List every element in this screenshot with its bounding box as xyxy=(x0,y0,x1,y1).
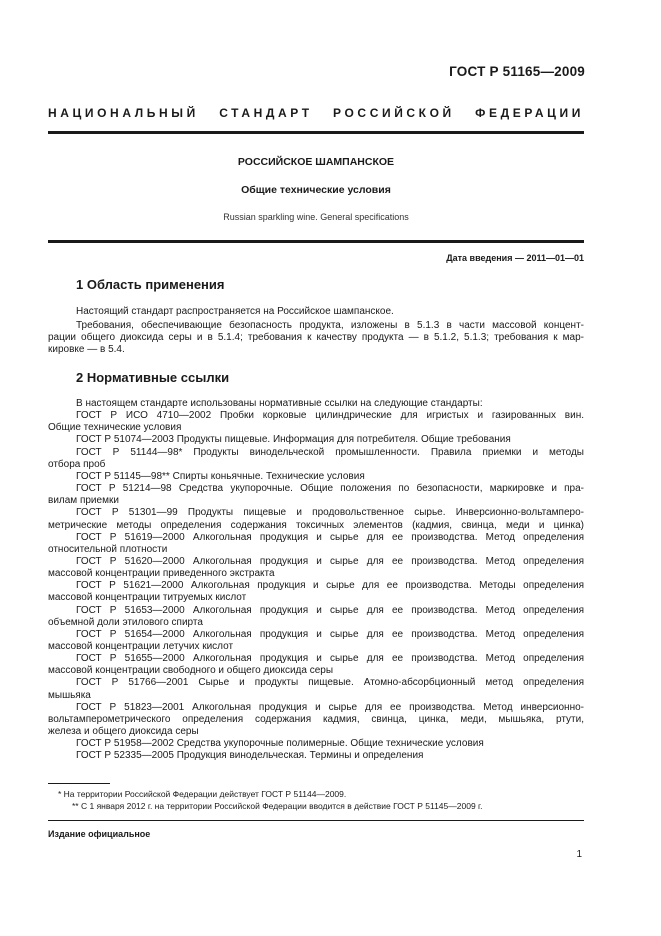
reference-line: В настоящем стандарте использованы нормативные ссылки на следующие стандарты: xyxy=(76,398,483,409)
edition-label: Издание официальное xyxy=(48,829,151,839)
document-number: ГОСТ Р 51165—2009 xyxy=(449,64,585,79)
national-standard-banner: НАЦИОНАЛЬНЫЙ СТАНДАРТ РОССИЙСКОЙ ФЕДЕРАЦИИ xyxy=(48,106,584,120)
reference-line: Общие технические условия xyxy=(48,422,182,434)
document-subtitle: Общие технические условия xyxy=(241,184,391,196)
reference-line: ГОСТ Р 51823—2001 Алкогольная продукция и сырье для ее производства. Метод инверсионно- xyxy=(76,701,584,713)
header-rule xyxy=(48,131,584,134)
footnote-2: ** С 1 января 2012 г. на территории Российской Федерации вводится в действие ГОСТ Р 51145—2009 г. xyxy=(72,801,483,811)
reference-line: ГОСТ Р 51654—2000 Алкогольная продукция и сырье для ее производства. Метод определения xyxy=(76,628,584,640)
reference-line: массовой концентрации летучих кислот xyxy=(48,641,234,652)
reference-line: ГОСТ Р 51145—98** Спирты коньячные. Технические условия xyxy=(76,470,365,482)
reference-line: массовой концентрации приведенного экстракта xyxy=(48,568,275,580)
reference-line: ГОСТ Р 51958—2002 Средства укупорочные полимерные. Общие технические условия xyxy=(76,738,484,750)
reference-line: массовой концентрации свободного и общего диоксида серы xyxy=(48,665,334,677)
reference-line: вольтамперометрического определения содержания кадмия, свинца, цинка, меди, мышьяка, ртути, xyxy=(48,713,584,725)
reference-line: вилам приемки xyxy=(48,495,119,507)
reference-line: железа и общего диоксида серы xyxy=(48,726,199,738)
reference-line: мышьяка xyxy=(48,689,91,701)
section-1-line: Настоящий стандарт распространяется на Российское шампанское. xyxy=(76,306,394,317)
reference-line: ГОСТ Р 51074—2003 Продукты пищевые. Информация для потребителя. Общие требования xyxy=(76,434,511,446)
footnote-rule xyxy=(48,783,110,784)
document-title: РОССИЙСКОЕ ШАМПАНСКОЕ xyxy=(237,156,395,168)
reference-line: ГОСТ Р 51653—2000 Алкогольная продукция и сырье для ее производства. Метод определения xyxy=(76,604,584,616)
section-1-line: кировке — в 5.4. xyxy=(48,344,125,355)
reference-line: отбора проб xyxy=(48,458,106,470)
reference-line: ГОСТ Р 51766—2001 Сырье и продукты пищевые. Атомно-абсорбционный метод определения xyxy=(76,677,584,689)
reference-line: ГОСТ Р 51621—2000 Алкогольная продукция и сырье для ее производства. Методы определения xyxy=(76,580,584,592)
section-1-heading: 1 Область применения xyxy=(76,277,225,292)
reference-line: ГОСТ Р 51619—2000 Алкогольная продукция и сырье для ее производства. Метод определения xyxy=(76,531,584,543)
reference-line: ГОСТ Р 51655—2000 Алкогольная продукция и сырье для ее производства. Метод определения xyxy=(76,653,584,665)
section-2-heading: 2 Нормативные ссылки xyxy=(76,370,230,385)
reference-line: ГОСТ Р 52335—2005 Продукция винодельческая. Термины и определения xyxy=(76,750,424,762)
reference-line: ГОСТ Р 51214—98 Средства укупорочные. Общие положения по безопасности, маркировке и пра- xyxy=(76,483,584,495)
reference-line: ГОСТ Р ИСО 4710—2002 Пробки корковые цилиндрические для игристых и газированных вин. xyxy=(76,410,584,422)
section-1-line: рации общего диоксида серы и в 5.1.4; требования к качеству продукта — в 5.1.2, 5.1.3; требования к мар- xyxy=(48,332,584,343)
reference-line: ГОСТ Р 51301—99 Продукты пищевые и продовольственное сырье. Инверсионно-вольтамперо- xyxy=(76,507,584,519)
reference-line: метрические методы определения содержания токсичных элементов (кадмия, свинца, меди и цинка) xyxy=(48,519,584,531)
footnote-1: * На территории Российской Федерации действует ГОСТ Р 51144—2009. xyxy=(58,789,347,799)
reference-line: массовой концентрации титруемых кислот xyxy=(48,592,247,604)
edition-rule xyxy=(48,820,584,821)
reference-line: ГОСТ Р 51620—2000 Алкогольная продукция и сырье для ее производства. Метод определения xyxy=(76,555,584,567)
page-number: 1 xyxy=(576,849,582,860)
section-1-line: Требования, обеспечивающие безопасность продукта, изложены в 5.1.3 в части массовой концент- xyxy=(76,320,584,331)
introduction-date: Дата введения — 2011—01—01 xyxy=(446,253,584,263)
english-title: Russian sparkling wine. General specifications xyxy=(223,212,409,222)
reference-line: ГОСТ Р 51144—98* Продукты винодельческой промышленности. Правила приемки и методы xyxy=(76,446,584,458)
reference-line: относительной плотности xyxy=(48,543,168,555)
reference-line: объемной доли этилового спирта xyxy=(48,616,203,628)
title-rule xyxy=(48,240,584,243)
